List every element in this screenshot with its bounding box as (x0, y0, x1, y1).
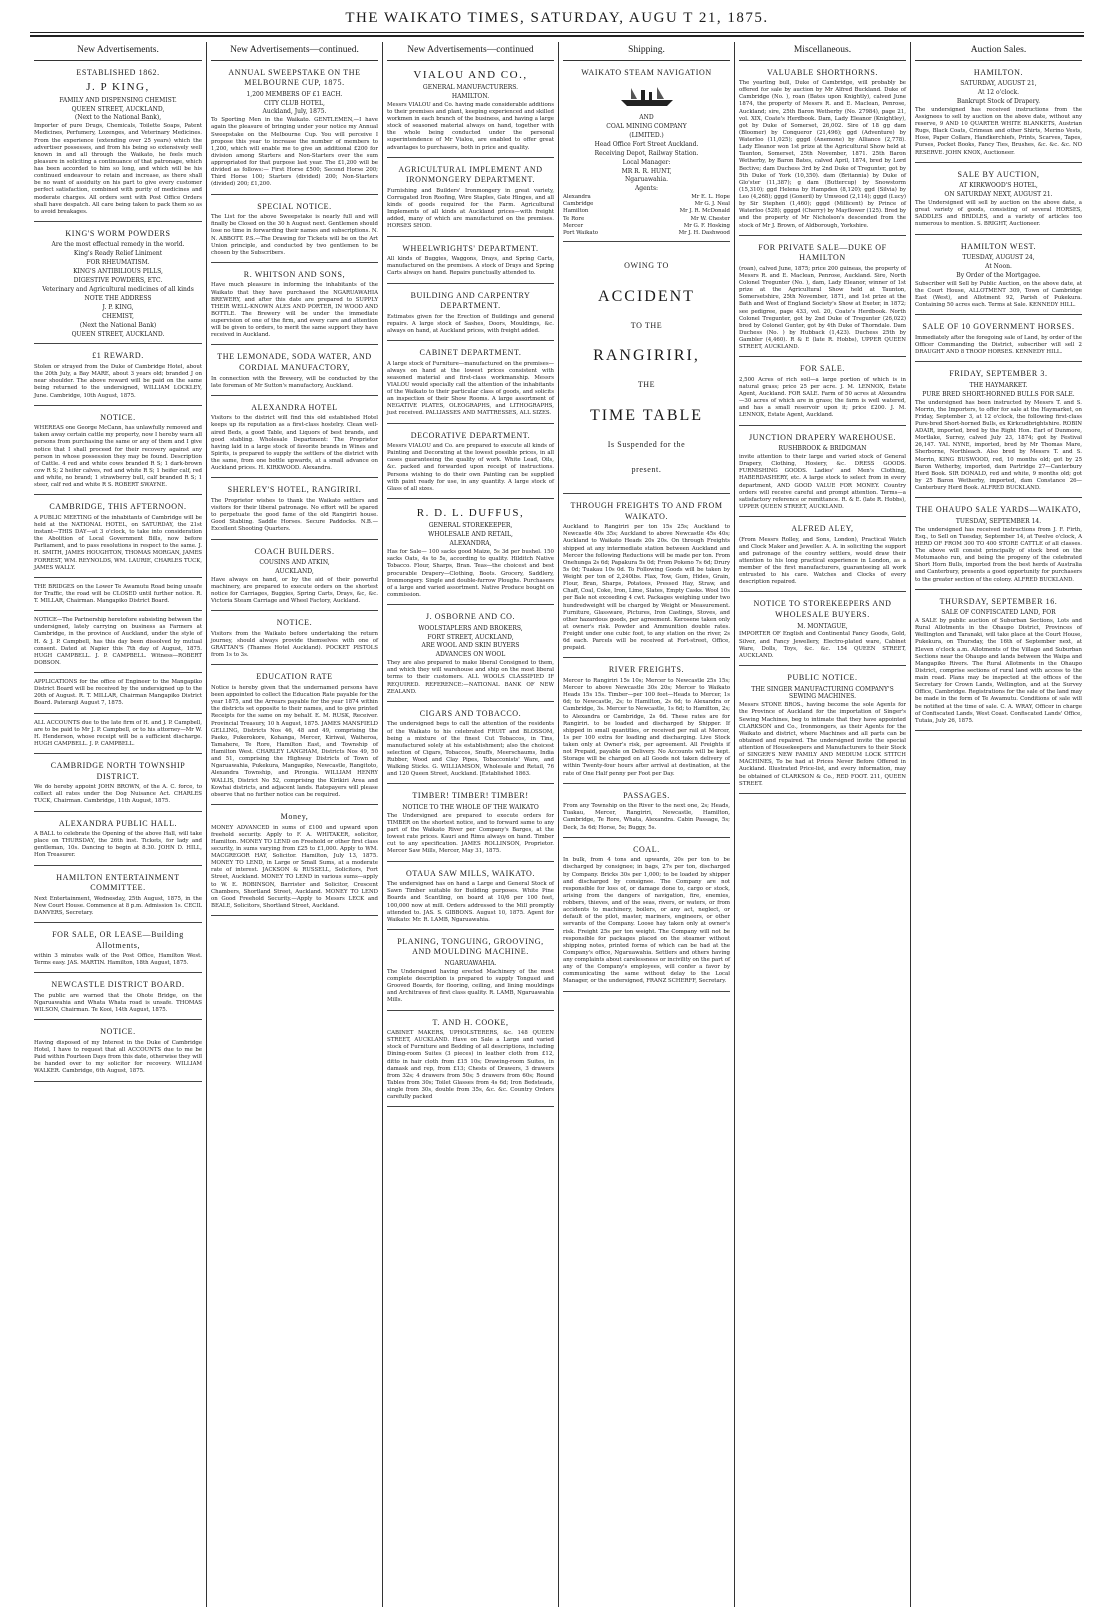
ad-body: Mercer to Rangiriri 15s 10s; Mercer to Newcastle 25s 15s; Mercer to above Newcastle 30s 20s; Mercer to Waikato Heads 15s 15s. Timber—per 100 feet—Heads to Mercer, 1s 6d; to Newcastle, 2s; to Hamilton, 2s 6d; to Alexandra or Cambridge, 3s. Mercer to Newcastle, 1s 6d; to Hamilton, 2s; to Alexandra or Cambridge, 2s 6d. These rates are for Rangiriri. to be loaded and discharged by Shipper. If shipped in small quantities, or received per rail at Mercer, 1s per 100 extra for loading and discharging. Live Stock taken only at Owner's risk, per agreement. All Freights if not Prepaid, payable on Delivery. No Accounts will be kept. Storage will be charged on all Goods not taken delivery of within Twenty-four hours after arrival at destination, at the rate of One Half penny per Foot per Day. (563, 677, 730, 777)
ad-body: A PUBLIC MEETING of the inhabitants of Cambridge will be held at the NATIONAL HOTEL, on SATURDAY, the 21st instant—THIS DAY—at 3 o'clock, to take into consideration the Abolition of Local Government Bills, now before Parliament, and to pass resolutions in respect to the same. J. H. SMITH, JAMES HOUGHTON, THOMAS MORGAN, JAMES FORREST, WM. REYNOLDS, WM. LAURIE, CHARLES TUCK, JAMES WALLY. (34, 514, 202, 571)
agent-row (563, 223, 730, 230)
advertisement (34, 676, 202, 714)
ad-body: CABINET MAKERS, UPHOLSTERERS, &c. 148 QUEEN STREET, AUCKLAND. Have on Sale a Large and varied stock of Furniture and Bedding of all descriptions, including Dining-room Suites (3 pieces) in leather cloth from £12, ditto in hair cloth from £15 10s; Drawing-room Suites, in damask and rep, from £13; Chests of Drawers, 3 drawers from 32s; 4 drawers from 50s; 5 drawers from 60s; Round Tables from 30s; Toilet Glasses from 4s 6d; Iron Bedsteads, single from 30s, double from 35s, &c. &c. Country Orders carefully packed (387, 1030, 554, 1101)
column-6 (910, 42, 1086, 1607)
agent-name: Mr J. H. Dashwood (678, 229, 730, 236)
ad-heading-line: GENERAL MANUFACTURERS. (422, 84, 519, 92)
ad-body: From any Township on the River to the next one, 2s; Heads, Tuakau, Mercer, Rangiriri, Newcastle, Hamilton, Cambridge, Te Rore, Whata, Alexandra. Cabin Passage, 5s; Deck, 3s 6d; Horse, 5s; Buggy, 5s. (563, 803, 730, 831)
advertisement (211, 399, 378, 479)
ad-heading-line: ACCIDENT (598, 287, 695, 305)
ad-heading-line: GENERAL STOREKEEPER, (428, 522, 513, 530)
ad-heading-line: KING'S WORM POWDERS (65, 228, 171, 238)
ad-heading-line: COACH BUILDERS. (254, 546, 335, 556)
ad-heading-line: THURSDAY, SEPTEMBER 16. (939, 596, 1058, 606)
ad-body: The undersigned has been instructed by Messrs T. and S. Morrin, the Importers, to offer for sale at the Haymarket, on Friday, September 3, at 12 o'clock, the following first-class Pure-bred Short-horned Bulls, ex Kirkcudbrightshire. ROBIN ADAIR, imported, bred by the Right Hon. Earl of Dunmore, Mortlake, Surrey, calved July 23, 1874; got by Festival 26,147. YAL NYNE, imported, bred by Mr Thomas Mare, Sherborne, Northleach. Also bred by Messrs T. and S. Morrin, KING BUSWOOD, red, 10 months old; got by 25 Baron Wetherby, imported, dam Partridge 27—Canterbury Herd Book. SIR DONALD, red and white, 9 months old; got by 25 Baron Wetherby, imported, dam Constance 26—Canterbury Herd Book. ALFRED BUCKLAND. (915, 399, 1083, 492)
ad-body: To Sporting Men in the Waikato. GENTLEMEN,—I have again the pleasure of bringing under your notice my Annual Sweepstake on the Melbourne Cup. You will perceive I propose this year to increase the number of members to 1,200, which will enable me to give an additional £200 for division among Starters and Non-Starters over the sum appropriated for that purpose last year. The £1,200 will be divided as follows:— First Horse £500; Second Horse 200; Third Horse 100; Starters (divided) 200; Non-Starters (divided) 200; £1,200. (211, 117, 378, 188)
ad-body: The undersigned has received instructions from the Assignees to sell by auction on the above date, without any reserve, 9 AND 10 QUARTER WHITE BLANKETS, Austrian Rugs, Black Coats, Crimean and other Shirts, Merino Vests, Hose, Paper Collars, Handkerchiefs, Prints, Scarves, Tapes, Purses, Pocket Books, Fancy Ties, Brushes, &c. &c. &c. NO RESERVE. JOHN KNOX, Auctioneer. (915, 106, 1082, 156)
ad-body: Messrs VIALOU and Co. having made considerable additions to their premises and plant, keeping experienced and skilled workmen in each branch of the business, and having a large stock of seasoned material always on hand, together with the whole being conducted under the personal superintendence of Mr Vialou, are enabled to offer great advantages to purchasers, both in price and quality. (387, 101, 554, 151)
ad-body: Messrs STONE BROS., having become the sole Agents for the Province of Auckland for the importation of Singer's Sewing Machines, beg to intimate that they have appointed CLARKSON and Co., Ironmongers, as their Agents for the Waikato and district, where Machines and all parts can be obtained and repaired. The undersigned invite the special attention of Housekeepers and Manufacturers to their Stock of SINGER'S NEW FAMILY AND MEDIUM LOCK STITCH MACHINES, To be had at Prices Never Before Offered in Auckland. Illustrated Price-list, and every information, may be obtained of CLARKSON & Co., RED FOOT. 211, QUEEN STREET. (739, 702, 906, 787)
ad-heading-line: CITY CLUB HOTEL, (264, 99, 325, 107)
advertisement (915, 318, 1082, 362)
ad-heading-line: R. D. L. DUFFUS, (416, 506, 525, 519)
ad-heading-line: FRIDAY, SEPTEMBER 3. (949, 369, 1048, 379)
masthead-rule-bottom (30, 35, 1084, 37)
advertisement (739, 429, 906, 517)
ad-heading-line: TUESDAY, AUGUST 24, (962, 254, 1035, 262)
ad-heading-line: ARE WOOL AND SKIN BUYERS (421, 642, 520, 650)
ad-heading-line: J. P. KING, (102, 303, 134, 311)
ad-heading-line: WOOLSTAPLERS AND BROKERS, (418, 624, 523, 632)
advertisement (915, 365, 1082, 498)
advertisement (387, 608, 554, 702)
agent-row (563, 216, 730, 223)
ad-heading-line: HAMILTON. (451, 92, 490, 100)
ad-heading-line: AGRICULTURAL IMPLEMENT AND IRONMONGERY DEPARTMENT. (398, 164, 543, 185)
ad-heading-line: OTAUA SAW MILLS, WAIKATO. (405, 868, 536, 878)
column-heading: Miscellaneous. (739, 42, 906, 61)
ad-heading-line: ADVANCES ON WOOL (435, 651, 506, 659)
ad-heading-line: ALEXANDRA, (449, 540, 492, 548)
ad-heading-line: COAL MINING COMPANY (606, 122, 687, 130)
ad-heading-line: At 12 o'clock. (977, 88, 1020, 96)
agent-name: Mr W. Chester (690, 215, 730, 222)
ad-heading-line: NOTICE. (276, 618, 313, 628)
column-heading: Auction Sales. (915, 42, 1082, 61)
ad-heading-line: COAL. (633, 844, 660, 854)
advertisement (34, 347, 202, 405)
ad-heading-line: RANGIRIRI, (593, 347, 700, 365)
advertisement (211, 808, 378, 916)
advertisement (387, 344, 554, 424)
ad-body: Visitors from the Waikato before undertaking the return journey, should always provide themselves with one of GRATTAN'S (Thames Hotel Auckland). POCKET PISTOLS from 1s to 3s. (211, 630, 378, 659)
column-3 (382, 42, 558, 1607)
agent-name: Mr G. J. Neal (694, 201, 730, 208)
agent-town: Alexandra (563, 194, 591, 201)
advertisement (387, 161, 554, 237)
ad-body: MONEY ADVANCED in sums of £100 and upward upon freehold security. Apply to F. A. WHITAKER, solicitor, Hamilton. MONEY TO LEND on Freehold or other first class security, in sums varying from £25 to £1,000. Apply to WM. MACGREGOR HAY, Solicitor. Hamilton, July 13, 1875. MONEY TO LEND, in Large or Small Sums, at a moderate rate of interest. JACKSON & RUSSELL, Solicitors, Fort Street, Auckland. MONEY TO LEND in various sums—apply to W. E. ROBINSON, Barrister and Solicitor, Crescent Chambers, Shortland Street, Auckland. MONEY TO LEND on Good Freehold Security.—Apply to Messrs LECK and BEALE, Solicitors, Shortland Street, Auckland. (211, 824, 378, 909)
ad-heading-line: THE LEMONADE, SODA WATER, AND CORDIAL MANUFACTORY, (217, 352, 372, 372)
ad-heading-line: HAMILTON. (973, 67, 1024, 77)
masthead: THE WAIKATO TIMES, SATURDAY, AUGU T 21, 1875. (345, 10, 769, 26)
advertisement (34, 976, 202, 1020)
advertisement (387, 427, 554, 499)
ad-heading-line: QUEEN STREET, AUCKLAND, (71, 105, 165, 113)
ad-body: APPLICATIONS for the office of Engineer to the Mangapiko District Board will be received by the undersigned up to the 20th of August. R. T. MILLAR, Chairman Mangapiko District Board. Pateranji August 7, 1875. (34, 679, 202, 707)
ad-body: Have always on hand, or by the aid of their powerful machinery, are prepared to execute orders on the shortest notice for Carriages, Buggies, Spring Carts, Drays, &c, &c. Victoria Steam Carriage and Wheel Factory, Auckland. (211, 576, 378, 605)
agents-list (563, 194, 730, 237)
ad-heading-line: (Next the National Bank) (79, 321, 157, 329)
ad-heading-line: Auckland, July, 1875. (262, 108, 327, 116)
ad-heading-line: Veterinary and Agricultural medicines of all kinds (42, 286, 194, 294)
ad-heading-line: AUCKLAND, (275, 567, 314, 575)
masthead-rule-top (30, 32, 1084, 33)
advertisement (387, 705, 554, 785)
ad-heading-line: TO THE (630, 320, 663, 330)
advertisement (915, 593, 1082, 731)
advertisement (915, 166, 1082, 235)
ad-heading-line: £1 REWARD. (92, 351, 144, 361)
ad-heading-line: CAMBRIDGE, THIS AFTERNOON. (49, 502, 187, 512)
ad-heading-line: Are the most effectual remedy in the world. (51, 241, 185, 249)
ad-heading-line: FOR SALE, OR LEASE—Building Allotments, (52, 930, 184, 950)
ad-heading-line: VALUABLE SHORTHORNS. (767, 67, 878, 77)
ad-heading-line: SALE BY AUCTION, (957, 169, 1040, 179)
ad-heading-line: NGARUAWAHIA. (444, 959, 497, 967)
advertisement (563, 245, 730, 494)
ad-heading-line: TIME TABLE (589, 406, 704, 424)
ad-heading-line: THE SINGER MANUFACTURING COMPANY'S SEWING MACHINES. (751, 685, 894, 701)
ad-heading-line: PASSAGES. (623, 790, 670, 800)
ad-heading-line: NOTICE. (100, 412, 136, 422)
ad-body: within 3 minutes walk of the Post Office, Hamilton West. Terms easy. JAS. MARTIN. Hamilton, 18th August, 1875. (34, 953, 202, 967)
advertisement (563, 787, 730, 838)
ad-heading-line: ANNUAL SWEEPSTAKE ON THE MELBOURNE CUP, 1875. (228, 67, 361, 88)
ad-heading-line: ALFRED ALEY, (791, 524, 854, 534)
ad-body: Next Entertainment, Wednesday, 25th August, 1875, in the New Court House. Commence at 8 p.m. Admission 1s. CECIL DANVERS, Secretary. (34, 895, 202, 916)
column-4 (558, 42, 734, 1607)
ad-heading-line: SHERLEY'S HOTEL, RANGIRIRI. (227, 485, 362, 495)
advertisement (563, 497, 730, 658)
ad-body: WHEREAS one George McCann, has unlawfully removed and taken away certain cattle my property, now I hereby warn all persons from purchasing the same or any of them and I give notice that I shall proceed for their recovery against any person in whose possession they may be found. Description of Cattle. 4 red and white cows branded R S; 1 dark-brown cow R S; 2 heifer calves, red and white R S; 1 heifer calf, red and white, no brand; 1 strawberry bull, calf branded R S; 1 steer, calf red and white R S. ROBERT SWAYNE. (34, 425, 203, 489)
advertisement (915, 238, 1082, 316)
advertisement (34, 1023, 202, 1081)
advertisement (34, 225, 202, 345)
advertisement (739, 239, 906, 358)
ad-heading-line: R. WHITSON AND SONS, (243, 269, 346, 279)
ad-body: The Undersigned having erected Machinery of the most complete description is prepared to supply Tongued and Grooved Boards, for flooring, ceiling, and lining mouldings and Architraves of first class quality. R. LAMB, Ngaruawahia Mills. (387, 968, 554, 1004)
ad-heading-line: Money, (280, 811, 309, 821)
ad-body: All kinds of Buggies, Waggons, Drays, and Spring Carts, manufactured on the premises. A stock of Drays and Spring Carts always on hand. Repairs punctually attended to. (387, 256, 554, 277)
ad-body: The undersigned has received instructions from J. F. Firth, Esq., to Sell on Tuesday, September 14, at Twelve o'clock, A HERD OF FROM 300 TO 400 STORE CATTLE of all classes. The above will consist principally of stock bred on the Motumaoho run, and being the progeny of the celebrated Short Horn Bulls, imported from the best herds of Australia and Canterbury, presents a good opportunity for purchasers to the greater section of the colony. ALFRED BUCKLAND. (915, 526, 1082, 583)
advertisement (563, 661, 730, 783)
advertisement (34, 869, 202, 923)
agent-row (563, 230, 730, 237)
advertisement (34, 926, 202, 973)
ad-body: (roan), calved June, 1875; price 200 guineas, the property of Messrs R. and E. Maclean, Penrose, Auckland. Sire, North Colonel Tregunter (No. ), dam, Lady Eleanor, winner of 1st prize at the Agricultural Show held at Taunton, Somersetshire, 25th November, 1871, and 1st prize at the Bath and West of England Society's Show at Exeter, in 1872; see pedigree, page 433, vol. 20, Coate's Herdbook. North Colonel Tregunter, got by 2nd Duke of Tregunter (26,022) bred by Colonel Gunter, got by 4th Duke of Thorndale. Dam Duchess (No. ) by Hubback (1,423). Duchess 25th by Gambler (4,460). R & E (late R. Hobbs), UPPER QUEEN STREET, AUCKLAND. (739, 265, 906, 351)
ad-body: Having disposed of my Interest in the Duke of Cambridge Hotel, I have to request that all ACCOUNTS due to me be Paid within Fourteen Days from this date, otherwise they will be handed over to my solicitor for recovery. WILLIAM WALKER. Cambridge, 6th August, 1875. (34, 1039, 202, 1075)
ad-body: The Undersigned will sell by auction on the above date, a great variety of goods, consisting of several HORSES, SADDLES and BRIDLES, and a variety of articles too numerous to mention. S. BRIGHT, Auctioneer. (915, 200, 1082, 228)
ad-body: They are also prepared to make liberal Consigned to them, and which they will warehouse and ship on the most liberal terms to their customers. ALL WOOLS CLASSIFIED IF REQUIRED. REFERENCE:—NATIONAL BANK OF NEW ZEALAND. (387, 660, 554, 695)
ad-heading-line: Head Office Fort Street Auckland. (594, 140, 699, 148)
ad-body: Stolen or strayed from the Duke of Cambridge Hotel, about the 20th July, a Bay MARE, about 3 years old; branded J on near shoulder. The above reward will be paid on the same being returned to the undersigned, WILLIAM LOCKLEY, June. Cambridge, 10th August, 1875. (34, 364, 202, 399)
ad-body: Auckland to Rangiriri per ton 15s 25s; Auckland to Newcastle 40s 35s; Auckland to above Newcastle 45s 40s; Auckland to Waikato Heads 20s 20s. On through Freights shipped at any intermediate station between Auckland and Mercer the following Reductions will be made per ton. From Onehunga 2s 6d; Papakura 5s 0d; From Pokeno 7s 6d; Drury 5s 0d; Tuakau 10s 0d. To Following Goods will be taken by Weight per ton of 2,240lbs. Flax, Tow, Gum, Hides, Grain, Flour, Bran, Sharps, Potatoes, Pressed Hay, Straw, and Chaff, Coal, Coke, Iron, Lime, Slates, Empty Casks. Wool 10s per Bale not exceeding 4 cwt. Packages weighing under two hundredweight will be charged by Weight or Measurement. Furniture, Glassware, Pictures, Iron Castings, Stoves, and other hazardous goods, per agreement. Kerosene taken only at owner's risk. Powder and Ammunition double rates. Freight under one cubic foot, to any station on the river, 2s 6d each. Parcels will be received at Fort-street, Office, prepaid. (563, 524, 730, 652)
ad-heading-line: PLANING, TONGUING, GROOVING, AND MOULDING MACHINE. (397, 936, 544, 957)
agent-town: Mercer (563, 222, 584, 229)
agent-town: Port Waikato (563, 229, 599, 236)
agent-row (563, 194, 730, 201)
ad-heading-line: ALEXANDRA HOTEL (251, 402, 338, 412)
advertisement (387, 865, 554, 930)
ad-heading-line: CABINET DEPARTMENT. (419, 347, 522, 357)
ad-body: In bulk, from 4 tons and upwards, 20s per ton to be discharged by consignee; in bags, 27s per ton, discharged by Company. Bricks 30s per 1,000; to be loaded by shipper and discharged by consignee. The Company are not responsible for loss of, or damage done to, cargo or stock, arising from the dangers of navigation, fire, enemies, robbers, thieves, and of the seas, rivers, or waters, or from accidents to machinery, boilers, or any act, neglect, or default of the pilot, master, mariners, engineers, or other servants of the Company. Loose hay taken only at owner's risk. Freight 25s per ton weight. The Company will not be responsible for packages placed on the steamer without shipping notes, printed forms of which can be had at the Company's office, Ngaruawahia. Settlers and others having any complaints about carelessness or incivility on the part of any of the Company's employees, will confer a favor by communicating the same without delay to the Local Manager, or the undersigned, FRANZ SCHERFF, Secretary. (563, 857, 730, 985)
ad-heading-line: FOR RHEUMATISM. (86, 259, 150, 267)
ad-heading-line: (LIMITED.) (629, 131, 664, 139)
ad-heading-line: COUSINS AND ATKIN, (259, 559, 330, 567)
ad-heading-line: 1,200 MEMBERS OF £1 EACH. (246, 90, 343, 98)
ad-heading-line: SALE OF 10 GOVERNMENT HORSES. (922, 322, 1075, 332)
ad-heading-line: RIVER FREIGHTS. (608, 665, 685, 675)
ad-heading-line: NOTICE. (100, 1027, 136, 1037)
ad-heading-line: TIMBER! TIMBER! TIMBER! (412, 791, 529, 801)
ad-body: (From Messrs Rolley, and Sons, London), Practical Watch and Clock Maker and Jeweller. A. A. in soliciting the support and patronage of the country settlers, would draw their attention to his long practical experience in London, as a member of the first manufacturers, guaranteeing all work entrusted to his care. Watches and Clocks of every description repaired. (739, 536, 906, 586)
advertisement (387, 1014, 554, 1108)
ad-heading-line: TUESDAY, SEPTEMBER 14. (955, 517, 1042, 525)
ad-body: Visitors to the district will find this old established Hotel keeps up its reputation as a first-class hostelry. Clean well-aired Beds, a good Table, and Liquors of best brands, and good stabling. Wholesale Department: The Proprietor having laid in a large stock of favorite brands in Wines and Spirits, is prepared to supply the settlers of the district with the same, from one bottle upwards, at a small advance on Auckland prices. H. KIRKWOOD. Alexandra. (211, 415, 378, 472)
ad-heading-line: AT KIRKWOOD'S HOTEL, (959, 182, 1038, 190)
newspaper-columns (30, 42, 1088, 1607)
advertisement (387, 64, 554, 158)
ad-heading-line: SATURDAY, AUGUST 21, (960, 80, 1037, 88)
ad-body: The undersigned has on hand a Large and General Stock of Sawn Timber suitable for Building purposes. White Pine Boards and Scantling, on board at 10/6 per 100 feet, 100,000 now at mill. Orders addressed to the Mill promptly attended to. JAS. S. GIBBONS. August 10, 1875. Agent for Waikato: Mr. R. LAMB, Ngaruawahia. (387, 881, 554, 923)
ad-body: A SALE by public auction of Suburban Sections, Lots and Rural Allotments in the Ohaupo District, Provinces of Wellington and Taranaki, will take place at the Court House, Pukekura, on Thursday, the 16th of September next, at Eleven o'clock a.m. Allotments of the Village and Suburban Sections near the Ohaupo and lands between the Waipa and Mangapiko Rivers. The Rural Allotments in the Ohaupo District, comprise sections of rural land with access to the main road. Plans may be inspected at the offices of the Secretary for Crown Lands, Wellington, and at the Survey Office, Cambridge. Registrations for the sale of the land may be made in the form of Te Awamutu. Conditions of sale will be notified at the time of sale. C. A. WRAY, Officer in charge of Confiscated Lands, West Coast. Confiscated Lands' Office, Tutaia, July 26, 1875. (915, 618, 1082, 724)
ad-heading-line: ON SATURDAY NEXT, AUGUST 21. (944, 191, 1053, 199)
ad-body: A large stock of Furniture—manufactured on the premises—always on hand at the lowest prices consistent with seasoned material and first-class workmanship. Messrs VIALOU would specially call the attention of the inhabitants of the Waikato to their particular class of goods, and solicits an inspection of their Show Rooms. A large assortment of NEGATIVE PLATES, OLEOGRAPHS, and LITHOGRAPHS, just received. PALLIASSES AND MATTRESSES, ALL SIZES. (387, 360, 554, 417)
advertisement (34, 581, 202, 611)
ad-body: The Undersigned are prepared to execute orders for TIMBER on the shortest notice, and to forward same to any part of the Waikato River per Company's Barges, at the lowest rate prices. Kauri and Rimu always on hand. Timber cut to any specification. JAMES ROLLINSON, Proprietor. Mercer Saw Mills, Mercer, May 31, 1875. (387, 812, 554, 855)
ad-heading-line: Ngaruawahia. (625, 176, 668, 184)
advertisement (739, 520, 906, 592)
advertisement (739, 669, 906, 794)
ad-body: Subscriber will Sell by Public Auction, on the above date, at the Court House, ALLOTMENT 309, Town of Cambridge East (West), and Allotment 92, Parish of Pukekura. Containing 50 acres each. Terms at Sale. KENNEDY HILL. (915, 280, 1082, 309)
ad-heading-line: Local Manager: (622, 158, 671, 166)
agent-name: Mr E. L. Hope (691, 194, 730, 201)
advertisement (211, 543, 378, 612)
ad-body: Notice is hereby given that the undernamed persons have been appointed to collect the Education Rate payable for the year 1875, and the Arrears payable for the year 1874 within the districts set opposite to their names, and to give printed Receipts for the same on my behalf. E. M. RUSK, Receiver. Provincial Treasury, 10 h August, 1875. JAMES MANSFIELD GELLING, Districts Nos 46, 48 and 49, comprising the Paeko, Pukerokore, Kohanga, Mercer, Kiriwai, Waiheroa, Tamahere, Te Rore, Hamilton East, and Township of Hamilton West. CHARLEY LANGHAM, Districts Nos 49, 50 and 51, comprising the Highway Districts of Town of Ngaruawahia, Pukekura, Mangapiko, Newcastle, Rangitoto, Alexandra Township, and Pirongia. WILLIAM HENRY WALLIS, District No 52, comprising the Kirikiri Area and Kowhai districts, and adjacent lands. Ratepayers will please observe that no further notice can be required. (211, 684, 378, 798)
ad-body: Importer of pure Drugs, Chemicals, Toilette Soaps, Patent Medicines, Perfumery, Lozenges, and Veterinary Medicines. From the experience (extending over 25 years) which the advertiser possesses, and from his being so extensively well known in and all through the Waikato, he feels much pleasure in soliciting a continuance of that patronage, which has been accorded to him so long, and which will be his continued endeavour to retain and increase, as there shall be no want of assiduity on his part to give every customer perfect satisfaction, combined with purity of medicines and moderate charges. All orders sent with Post Office Orders shall have despatch. All care being taken to pack them so as to avoid breakages. (34, 123, 202, 215)
advertisement (34, 64, 202, 222)
column-heading: New Advertisements. (34, 42, 202, 61)
advertisement (387, 787, 554, 861)
advertisement (34, 498, 202, 578)
advertisement (34, 815, 202, 866)
ad-heading-line: THE (637, 380, 656, 390)
agent-name: Mr J. R. McDonald (679, 208, 730, 215)
advertisement (211, 481, 378, 539)
agent-row (563, 201, 730, 208)
ad-body: invite attention to their large and varied stock of General Drapery, Clothing, Hosiery, &c. DRESS GOODS. FURNISHING GOODS. Ladies' and Men's Clothing, HABERDASHERY, etc. A large stock to select from in every department, AND GOOD VALUE FOR MONEY. Country orders will receive careful and prompt attention. Terms—a satisfactory reference or remittance. R. & E. (late R. Hobbs), UPPER QUEEN STREET, AUCKLAND. (739, 454, 906, 510)
advertisement (211, 64, 378, 195)
ad-heading-line: King's Ready Relief Liniment (73, 250, 163, 258)
agent-row (563, 208, 730, 215)
ad-heading-line: WAIKATO STEAM NAVIGATION (581, 67, 712, 77)
ad-heading-line: NOTICE TO THE WHOLE OF THE WAIKATO (402, 803, 539, 811)
ad-heading-line: Receiving Depot, Railway Station. (594, 149, 699, 157)
column-1 (30, 42, 206, 1607)
ad-heading-line: By Order of the Mortgagee. (956, 271, 1041, 279)
ad-heading-line: At Noon. (985, 262, 1012, 270)
ad-heading-line: OWING TO (624, 260, 669, 270)
ad-heading-line: HAMILTON ENTERTAINMENT COMMITTEE. (56, 872, 180, 893)
column-heading: New Advertisements—continued (387, 42, 554, 61)
ad-heading-line: VIALOU AND CO., (413, 68, 528, 81)
ad-heading-line: present. (631, 464, 662, 474)
advertisement (563, 64, 730, 242)
ad-heading-line: PUBLIC NOTICE. (787, 672, 858, 682)
ad-body: In connection with the Brewery, will be conducted by the late foreman of Mr Sutton's manufactory, Auckland. (211, 375, 378, 389)
agent-town: Hamilton (563, 208, 589, 215)
column-heading: New Advertisements—continued. (211, 42, 378, 61)
ad-heading-line: FAMILY AND DISPENSING CHEMIST. (59, 96, 177, 104)
ad-heading-line: M. MONTAGUE, (797, 622, 848, 630)
ad-heading-line: Agents: (634, 185, 659, 193)
ad-heading-line: QUEEN STREET, AUCKLAND. (71, 330, 165, 338)
ad-body: A BALL to celebrate the Opening of the above Hall, will take place on THURSDAY, the 26th inst. Tickets, for lady and gentleman, 10s. Dancing to begin at 8.30. JOHN D. HILL, Hon Treasurer. (34, 831, 202, 859)
ad-heading-line: WHOLESALE AND RETAIL, (428, 531, 513, 539)
ad-heading-line: CIGARS AND TOBACCO. (419, 708, 522, 718)
ad-heading-line: KING'S ANTIBILIOUS PILLS, (73, 268, 163, 276)
ad-body: Messrs VIALOU and Co. are prepared to execute all kinds of Painting and Decorating at the lowest possible prices, in all cases guaranteeing the quality of work. White Lead, Oils, &c. packed and forwarded upon receipt of instructions. Persons wishing to do their own Painting can be supplied with paint ready for use, in any quantity. A large stock of Glass of all sizes. (387, 443, 554, 492)
ad-heading-line: CHEMIST, (102, 312, 134, 320)
advertisement (211, 614, 378, 665)
advertisement (739, 64, 906, 236)
column-5 (734, 42, 910, 1607)
ad-heading-line: ESTABLISHED 1862. (76, 67, 160, 77)
ad-heading-line: (Next to the National Bank), (74, 114, 162, 122)
advertisement (211, 668, 378, 805)
ad-heading-line: NOTICE TO STOREKEEPERS AND WHOLESALE BUYERS. (753, 599, 892, 620)
ad-body: Have much pleasure in informing the inhabitants of the Waikato that they have purchased the NGARUAWAHIA BREWERY, and after this date are prepared to SUPPLY THEIR WELL-KNOWN ALES AND PORTER, IN WOOD AND BOTTLE. The Brewery will be under the immediate supervision of one of the firm, and every care and attention will be given to orders, to merit the same support they have received in Auckland. (211, 282, 378, 339)
advertisement (915, 501, 1082, 589)
ad-body: 2,500 Acres of rich soil—a large portion of which is in natural grass; price 25 per acre. J. M. LENNOX, Estate Agent, Auckland. FOR SALE. Farm of 50 acres at Alexandra—30 acres of which are in grass; the farm is well watered, and has a small reservoir upon it; price £200. J. M. LENNOX, Estate Agent, Auckland. (739, 376, 906, 419)
column-heading: Shipping. (563, 42, 730, 61)
advertisement (211, 348, 378, 395)
ad-body: The yearling bull, Duke of Cambridge, will probably be offered for sale by auction by Mr Alfred Buckland. Duke of Cambridge (No. ), roan (Bates upon Knightly), calved June 1874, the property of Messrs R. and E. Maclean, Penrose, Auckland; sire, 25th Baron Wetherby (No. 27984), page 21, vol. XIX, Coate's Herdbook. Dam, Lady Eleanor (Knightley), got by Duke of Somerset, 26,002. Sire of 18 gg dam (Bloomer) by Conqueror (21,496); ggd (Adventure) by Waterloo (11,025); gggd (Anemone) by Alliance (2,778). Lady Eleanor won 1st prize at the Agricultural Show held at Taunton, Somerset, 25th November, 1871. 25th Baron Wetherby, by Baron Bates, calved April, 1874, bred by Lord Bective; dam Duchess 3rd by 2nd Duke of Tregunter, got by 5th Duke of York (10,350). dam (Britannia) by Duke of Glo'ster (11,387); g dam (Buttercup) by Snowstorm (15,310); ggd Helena by Hampden (8,120); ggd (Silvia) by Leo (4,268); gggd (Goneril) by Umwood (2,114); gggd (Lucy) by Sir Stephen (1,460); gggd (Millicent) by Prince of Waterloo (528); ggggd (Cherry) by Mayflower (125). Bred by and the property of Mr Nicholson's descended from the stock of Mr J. Brown, of Aldborough, Yorkshire. (739, 80, 906, 229)
ad-heading-line: CAMBRIDGE NORTH TOWNSHIP DISTRICT. (50, 761, 186, 781)
ad-body: NOTICE—The Partnership heretofore subsisting between the undersigned, lately carrying on business as Farmers at Cambridge, in the province of Auckland, under the style of H. & J. P. Campbell, has this day been dissolved by mutual consent. Dated at Napier this 7th day of August, 1875. HUGH CAMPBELL. J. P. CAMPBELL. Witness—ROBERT DOBSON. (34, 617, 202, 666)
ad-body: ALL ACCOUNTS due to the late firm of H. and J. P. Campbell, are to be paid to Mr J. P. Campbell, or to his attorney—Mr W. H. Henderson, whose receipt will be a sufficient discharge. HUGH CAMPBELL. J. P. CAMPBELL. (34, 719, 202, 747)
advertisement (211, 198, 378, 263)
ad-heading-line: SALE OF CONFISCATED LAND, FOR (941, 609, 1056, 617)
ad-body: The Proprietor wishes to thank the Waikato settlers and visitors for their liberal patronage. No effort will be spared to perpetuate the good fame of the old Rangiriri house. Good Stabling. Saddle Horses. Secure Paddocks. N.B.—Excellent Shooting Quarters. (211, 497, 378, 533)
ad-body: Immediately after the foregoing sale of Land, by order of the Officer Commanding the District, subscriber will sell 2 DRAUGHT AND 8 TROOP HORSES. KENNEDY HILL. (915, 334, 1082, 356)
ad-heading-line: RUSHBROOK & BRIDGMAN (778, 445, 867, 453)
ad-body: IMPORTER OF English and Continental Fancy Goods, Gold, Silver, and Fancy Jewellery, Electro-plated ware, Cabinet Ware, Dolls, Toys, &c. &c. 154 QUEEN STREET, AUCKLAND. (739, 631, 906, 659)
ad-heading-line: J. P KING, (86, 81, 150, 94)
ad-body: Estimates given for the Erection of Buildings and general repairs. A large stock of Sashes, Doors, Mouldings, &c. always on hand, at Auckland prices, with freight added. (387, 313, 554, 334)
advertisement (387, 933, 554, 1011)
advertisement (915, 64, 1082, 163)
ad-heading-line: FORT STREET, AUCKLAND, (427, 633, 514, 641)
ad-heading-line: THE HAYMARKET. (969, 381, 1028, 389)
ad-body: We do hereby appoint JOHN BROWN, of the A. C. force, to collect all rates under the Dog Nuisance Act. CHARLES TUCK, Chairman. Cambridge, 11th August, 1875. (34, 784, 202, 805)
ad-heading-line: J. OSBORNE AND CO. (425, 612, 516, 622)
advertisement (34, 409, 202, 496)
ad-heading-line: THROUGH FREIGHTS TO AND FROM WAIKATO. (570, 501, 723, 521)
ad-heading-line: DECORATIVE DEPARTMENT. (410, 430, 531, 440)
ad-heading-line: BUILDING AND CARPENTRY DEPARTMENT. (410, 290, 531, 311)
ad-heading-line: NEWCASTLE DISTRICT BOARD. (51, 980, 185, 990)
advertisement (739, 360, 906, 425)
ad-heading-line: AND (639, 114, 654, 122)
ad-body: The List for the above Sweepstake is nearly full and will finally be Closed on the 30 h August next. Gentlemen should lose no time in forwarding their names and subscriptions. N. N. ABBOTT. P.S.—The Drawing for Tickets will be on the Art Union principle, and conducted by two gentlemen to be chosen by the Subscribers. (211, 214, 378, 256)
ad-heading-line: WHEELWRIGHTS' DEPARTMENT. (402, 243, 539, 253)
column-2 (206, 42, 382, 1607)
ad-body: Has for Sale— 100 sacks good Maize, 5s 3d per bushel. 150 sacks Oats, 4s to 5s, according to quality. Hilditch Native Tobacco. Flour, Sharps, Bran. Teas—the choicest and best procurable Drapery—Clothing, Boots. Grocery, Saddlery, Ironmongery. Single and double-furrow Ploughs. Purchasers of a large and varied assortment. Native Produce bought on commission. (387, 549, 554, 598)
advertisement (387, 240, 554, 284)
ad-heading-line: MR R. R. HUNT, (621, 167, 672, 175)
ad-body: The public are warned that the Ohote Bridge, on the Ngaruawahia and Whata Whata road is unsafe. THOMAS WILSON, Chairman. Te Kooi, 14th August, 1875. (34, 992, 202, 1014)
ad-heading-line: EDUCATION RATE (256, 672, 333, 682)
ad-heading-line: Bankrupt Stock of Drapery. (956, 97, 1041, 105)
ad-heading-line: NOTE THE ADDRESS (84, 294, 152, 302)
advertisement (34, 717, 202, 755)
agent-town: Cambridge (563, 201, 594, 208)
ad-body: Furnishing and Builders' Ironmongery in great variety, Corrugated Iron Roofing, Wire Staples, Gate Hinges, and all kinds of goods required for the Farm. Agricultural Implements of all kinds at Auckland prices—with freight added, many of which are manufactured on the premises. HORSES SHOD. (387, 187, 554, 230)
ad-heading-line: FOR PRIVATE SALE—DUKE OF HAMILTON (758, 242, 887, 263)
agent-name: Mr G. F. Hosking (683, 222, 730, 229)
ad-heading-line: HAMILTON WEST. (960, 241, 1037, 251)
ad-heading-line: DIGESTIVE POWDERS, ETC. (73, 277, 163, 285)
ad-heading-line: T. AND H. COOKE, (432, 1017, 509, 1027)
steamship-icon (617, 84, 677, 108)
ad-heading-line: THE OHAUPO SALE YARDS—WAIKATO, (915, 505, 1082, 515)
ad-heading-line: JUNCTION DRAPERY WAREHOUSE. (748, 432, 897, 442)
ad-heading-line: SPECIAL NOTICE. (257, 201, 332, 211)
ad-heading-line: FOR SALE. (800, 364, 845, 374)
ad-heading-line: ALEXANDRA PUBLIC HALL. (58, 818, 178, 828)
advertisement (34, 757, 202, 811)
ad-body: THE BRIDGES on the Lower Te Awamutu Road being unsafe for Traffic, the road will be CLOSED until further notice. R. T. MILLAR, Chairman. Mangapiko District Board. (34, 583, 202, 605)
advertisement (739, 595, 906, 666)
ad-body: The undersigned begs to call the attention of the residents of the Waikato to his celebrated FRUIT and BLOSSOM, being a mixture of the finest Cut Tobaccos, in Tins, manufactured solely at his establishment; also the choicest selection of Cigars, Tobaccos, Snuffs, Meerschaums, India Rubber, Wood and Clay Pipes, Tobacconists' Ware, and Walking Sticks. G. WILLIAMSON, Wholesale and Retail, 76 and 120 Queen Street, Auckland. [Established 1863. (387, 721, 554, 778)
advertisement (563, 841, 730, 992)
agent-town: Te Rore (563, 215, 585, 222)
advertisement (387, 287, 554, 341)
ad-heading-line: PURE BRED SHORT-HORNED BULLS FOR SALE. (922, 390, 1075, 398)
advertisement (211, 266, 378, 346)
ad-heading-line: Is Suspended for the (607, 439, 686, 449)
advertisement (34, 614, 202, 673)
advertisement (387, 502, 554, 605)
